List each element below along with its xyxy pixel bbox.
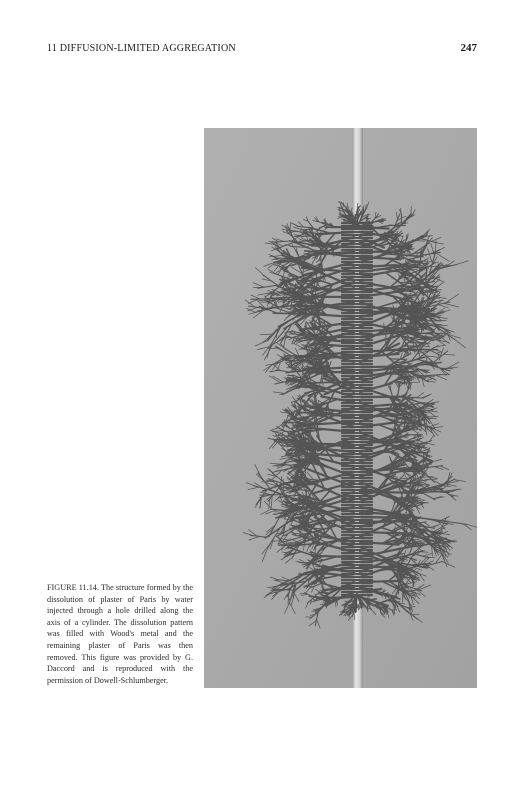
figure-caption [47,582,193,686]
dissolution-structure-image [204,128,477,688]
figure-photograph [204,128,477,688]
running-head: 11 DIFFUSION-LIMITED AGGREGATION [47,43,236,54]
caption-label: FIGURE 11.14. [47,583,99,592]
page-number: 247 [460,42,477,54]
caption-text: The structure formed by the dissolution of plaster of Paris by water injected through a hole drilled along the axis of a cylinder. The dissolution pattern was filled with Wood's metal and the remaining plaster of Paris was then removed. This figure was provided by G. Daccord and is reproduced with the permission of Dowell-Schlumberger. [47,583,193,685]
